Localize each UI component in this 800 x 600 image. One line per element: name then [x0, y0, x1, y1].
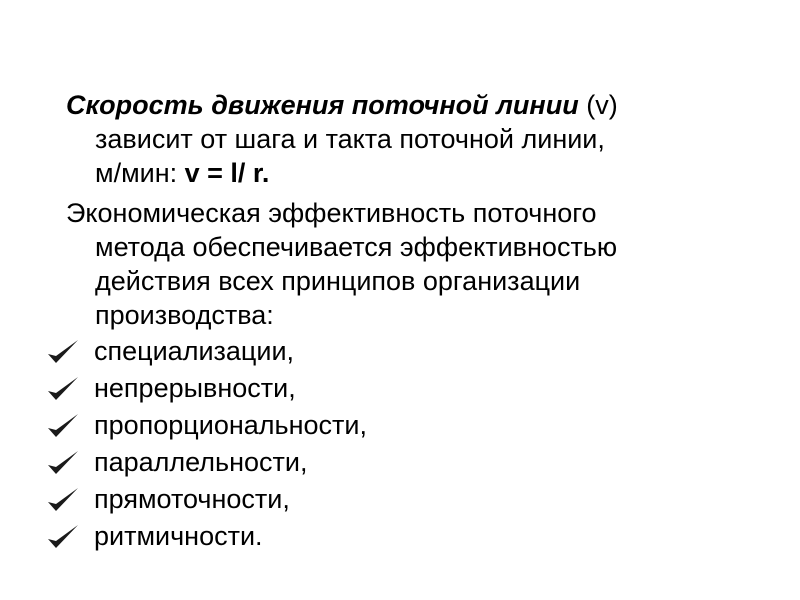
list-item — [44, 370, 367, 407]
paragraph-line: зависит от шага и такта поточной линии, — [95, 124, 605, 154]
paragraph-line: действия всех принципов организации — [95, 266, 581, 296]
list-item — [44, 333, 367, 370]
term-symbol: (v) — [578, 90, 618, 120]
paragraph-line: Экономическая эффективность поточного — [66, 198, 597, 228]
term-flow-line-speed: Скорость движения поточной линии — [66, 90, 579, 120]
checkmark-icon — [44, 411, 84, 441]
principles-checklist — [44, 333, 367, 555]
list-item-label: пропорциональности, — [94, 410, 367, 440]
paragraph-line: метода обеспечивается эффективностью — [95, 232, 618, 262]
list-item-label: ритмичности. — [94, 521, 263, 551]
checkmark-icon — [44, 448, 84, 478]
checkmark-icon — [44, 337, 84, 367]
paragraph-economic-efficiency — [66, 196, 746, 332]
list-item — [44, 518, 367, 555]
paragraph-flow-line-speed — [66, 88, 746, 190]
unit-label: м/мин: — [95, 158, 185, 188]
paragraph-line: производства: — [95, 300, 274, 330]
list-item — [44, 481, 367, 518]
paragraph-line — [66, 156, 746, 190]
checkmark-icon — [44, 522, 84, 552]
list-item-label: специализации, — [94, 336, 295, 366]
list-item — [44, 444, 367, 481]
list-item-label: параллельности, — [94, 447, 308, 477]
list-item-label: непрерывности, — [94, 373, 296, 403]
checkmark-icon — [44, 485, 84, 515]
formula: v = l/ r. — [184, 158, 270, 188]
checkmark-icon — [44, 374, 84, 404]
list-item-label: прямоточности, — [94, 484, 290, 514]
list-item — [44, 407, 367, 444]
paragraph-line — [66, 88, 746, 122]
